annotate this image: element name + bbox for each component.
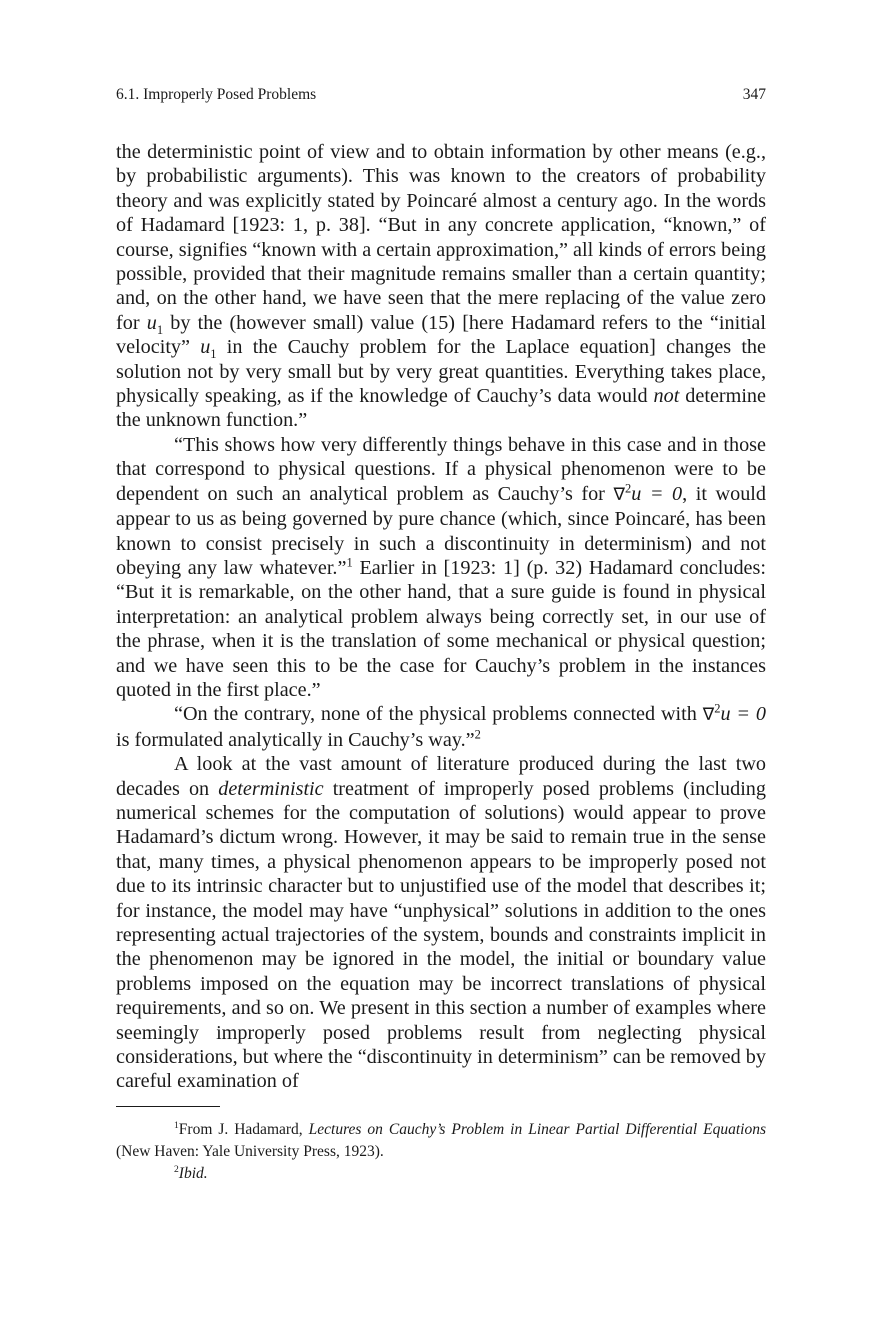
math-u: u	[200, 336, 211, 359]
paragraph-2: “This shows how very differently things behave in this case and in those that correspond to physical questions. If a physical phenomenon were to be dependent on such an analytical problem as Cauchy’s for ∇$^2$u = 0, it would appear to us as being governed by pure chance (which, since Poincaré, has been known to consist precisely in such a discontinuity in determinism) and not obeying any law whatever.”$^1$ Earlier in [1923: 1] (p. 32) Hadamard concludes: “But it is remarkable, on the other hand, that a sure guide is found in physical interpretation: an analytical problem always being correctly set, in our use of the phrase, when it is the translation of some mechanical or physical question; and we have seen this to be the case for Cauchy’s problem in the instances quoted in the first place.”	[116, 433, 767, 701]
running-header	[116, 86, 766, 108]
footnote-mark: 1	[174, 1119, 179, 1131]
footnote-ref-2[interactable]: 2	[474, 727, 481, 742]
emphasis-not: not	[653, 385, 680, 408]
math-equation: u = 0	[720, 703, 766, 726]
math-u: u	[146, 311, 157, 334]
footnote-rule	[116, 1106, 220, 1107]
paragraph-4: A look at the vast amount of literature produced during the last two decades on deterministic treatment of improperly posed problems (including numerical schemes for the computation of solutions) would appear to prove Hadamard’s dictum wrong. However, it may be said to remain true in the sense that, many times, a physical phenomenon appears to be improperly posed not due to its intrinsic character but to unjustified use of the model that describes it; for instance, the model may have “unphysical” solutions in addition to the ones representing actual trajectories of the system, bounds and constraints implicit in the phenomenon may be ignored in the model, the initial or boundary value problems imposed on the equation may be incorrect translations of physical requirements, and so on. We present in this section a number of examples where seemingly improperly posed problems result from neglecting physical considerations, but where the “discontinuity in determinism” can be removed by careful examination of	[116, 753, 766, 1093]
emphasis-deterministic: deterministic	[218, 777, 324, 800]
body-text	[116, 140, 766, 1094]
footnote-2	[116, 1163, 766, 1185]
nabla-symbol: ∇	[702, 705, 715, 726]
footnote-mark: 2	[174, 1163, 179, 1175]
footnote-1: $^1$From J. Hadamard, Lectures on Cauchy’s Problem in Linear Partial Differential Equations (New Haven: Yale University Press, 1923).	[116, 1119, 767, 1160]
section-title: 6.1. Improperly Posed Problems	[116, 86, 317, 103]
footnote-ref-1[interactable]: 1	[346, 555, 353, 570]
nabla-symbol: ∇	[613, 484, 625, 505]
book-title: Lectures on Cauchy’s Problem in Linear Partial Differential Equations	[308, 1121, 767, 1138]
ibid: Ibid.	[178, 1165, 208, 1182]
page-number: 347	[742, 86, 766, 103]
math-equation: u = 0	[631, 482, 683, 505]
paragraph-1: the deterministic point of view and to obtain information by other means (e.g., by probabilistic arguments). This was known to the creators of probability theory and was explicitly stated by Poincaré almost a century ago. In the words of Hadamard [1923: 1, p. 38]. “But in any concrete application, “known,” of course, signifies “known with a certain approximation,” all kinds of errors being possible, provided that their magnitude remains smaller than a certain quantity; and, on the other hand, we have seen that the mere replacing of the value zero for $u_1$ by the (however small) value (15) [here Hadamard refers to the “initial velocity” $u_1$ in the Cauchy problem for the Laplace equation] changes the solution not by very small but by very great quantities. Everything takes place, physically speaking, as if the knowledge of Cauchy’s data would not determine the unknown function.”	[116, 141, 766, 432]
paragraph-3: “On the contrary, none of the physical problems connected with ∇$^2$u = 0 is formulated analytically in Cauchy’s way.”$^2$	[116, 701, 766, 751]
footnotes	[116, 1106, 766, 1185]
